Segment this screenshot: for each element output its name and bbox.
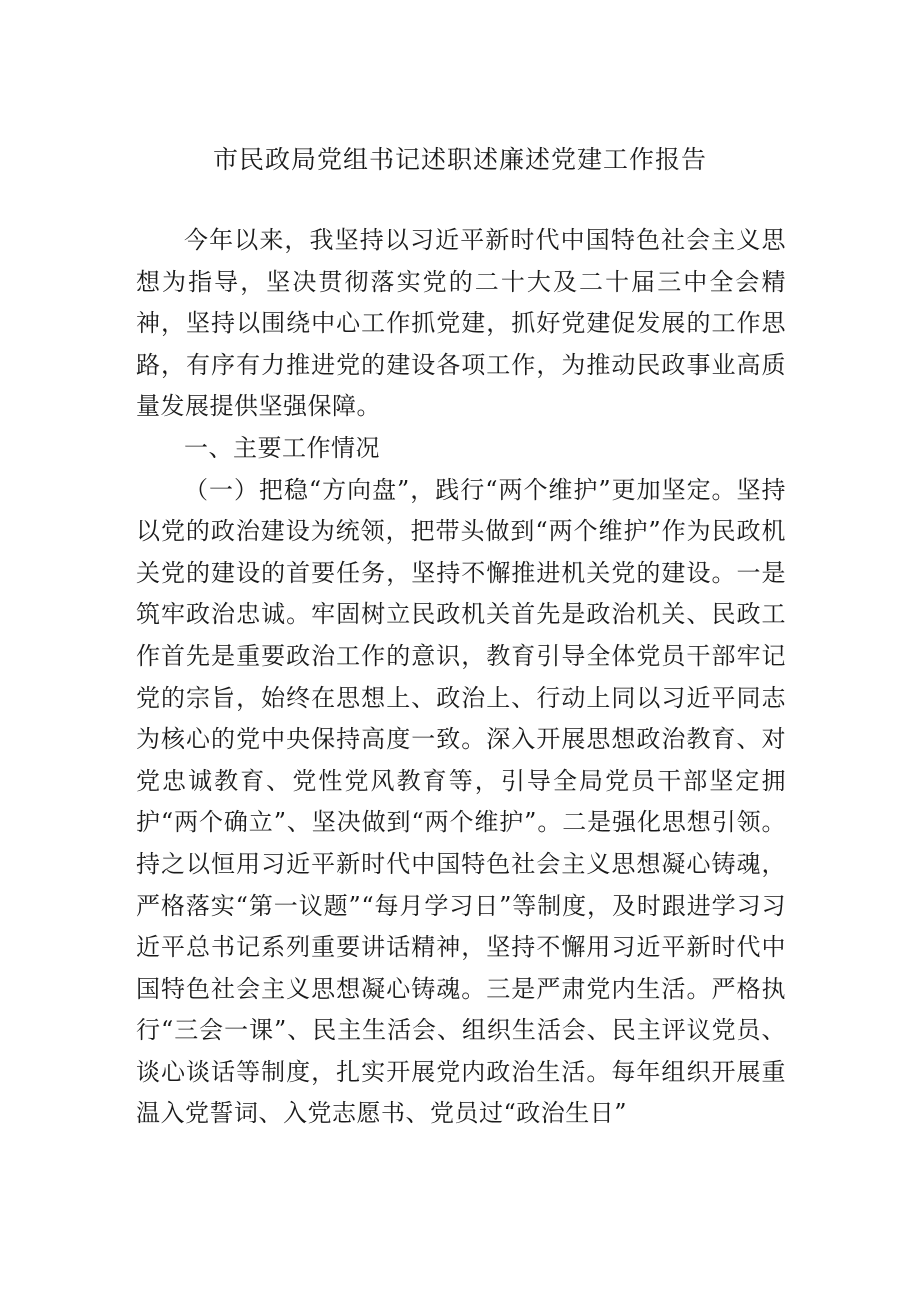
document-body (136, 220, 786, 1135)
section-heading-main-work: 一、主要工作情况 (184, 433, 380, 462)
intro-paragraph: 今年以来，我坚持以习近平新时代中国特色社会主义思想为指导，坚决贯彻落实党的二十大及二十届三中全会精神，坚持以围绕中心工作抓党建，抓好党建促发展的工作思路，有序有力推进党的建设各项工作，为推动民政事业高质量发展提供坚强保障。 (136, 226, 786, 421)
document-title: 市民政局党组书记述职述廉述党建工作报告 (212, 145, 707, 174)
section-paragraph-direction: （一）把稳“方向盘”，践行“两个维护”更加坚定。坚持以党的政治建设为统领，把带头做到“两个维护”作为民政机关党的建设的首要任务，坚持不懈推进机关党的建设。一是筑牢政治忠诚。牢固树立民政机关首先是政治机关、民政工作首先是重要政治工作的意识，教育引导全体党员干部牢记党的宗旨，始终在思想上、政治上、行动上同以习近平同志为核心的党中央保持高度一致。深入开展思想政治教育、对党忠诚教育、党性党风教育等，引导全局党员干部坚定拥护“两个确立”、坚决做到“两个维护”。二是强化思想引领。持之以恒用习近平新时代中国特色社会主义思想凝心铸魂，严格落实“第一议题”“每月学习日”等制度，及时跟进学习习近平总书记系列重要讲话精神，坚持不懈用习近平新时代中国特色社会主义思想凝心铸魂。三是严肃党内生活。严格执行“三会一课”、民主生活会、组织生活会、民主评议党员、谈心谈话等制度，扎实开展党内政治生活。每年组织开展重温入党誓词、入党志愿书、党员过“政治生日” (136, 475, 786, 1128)
